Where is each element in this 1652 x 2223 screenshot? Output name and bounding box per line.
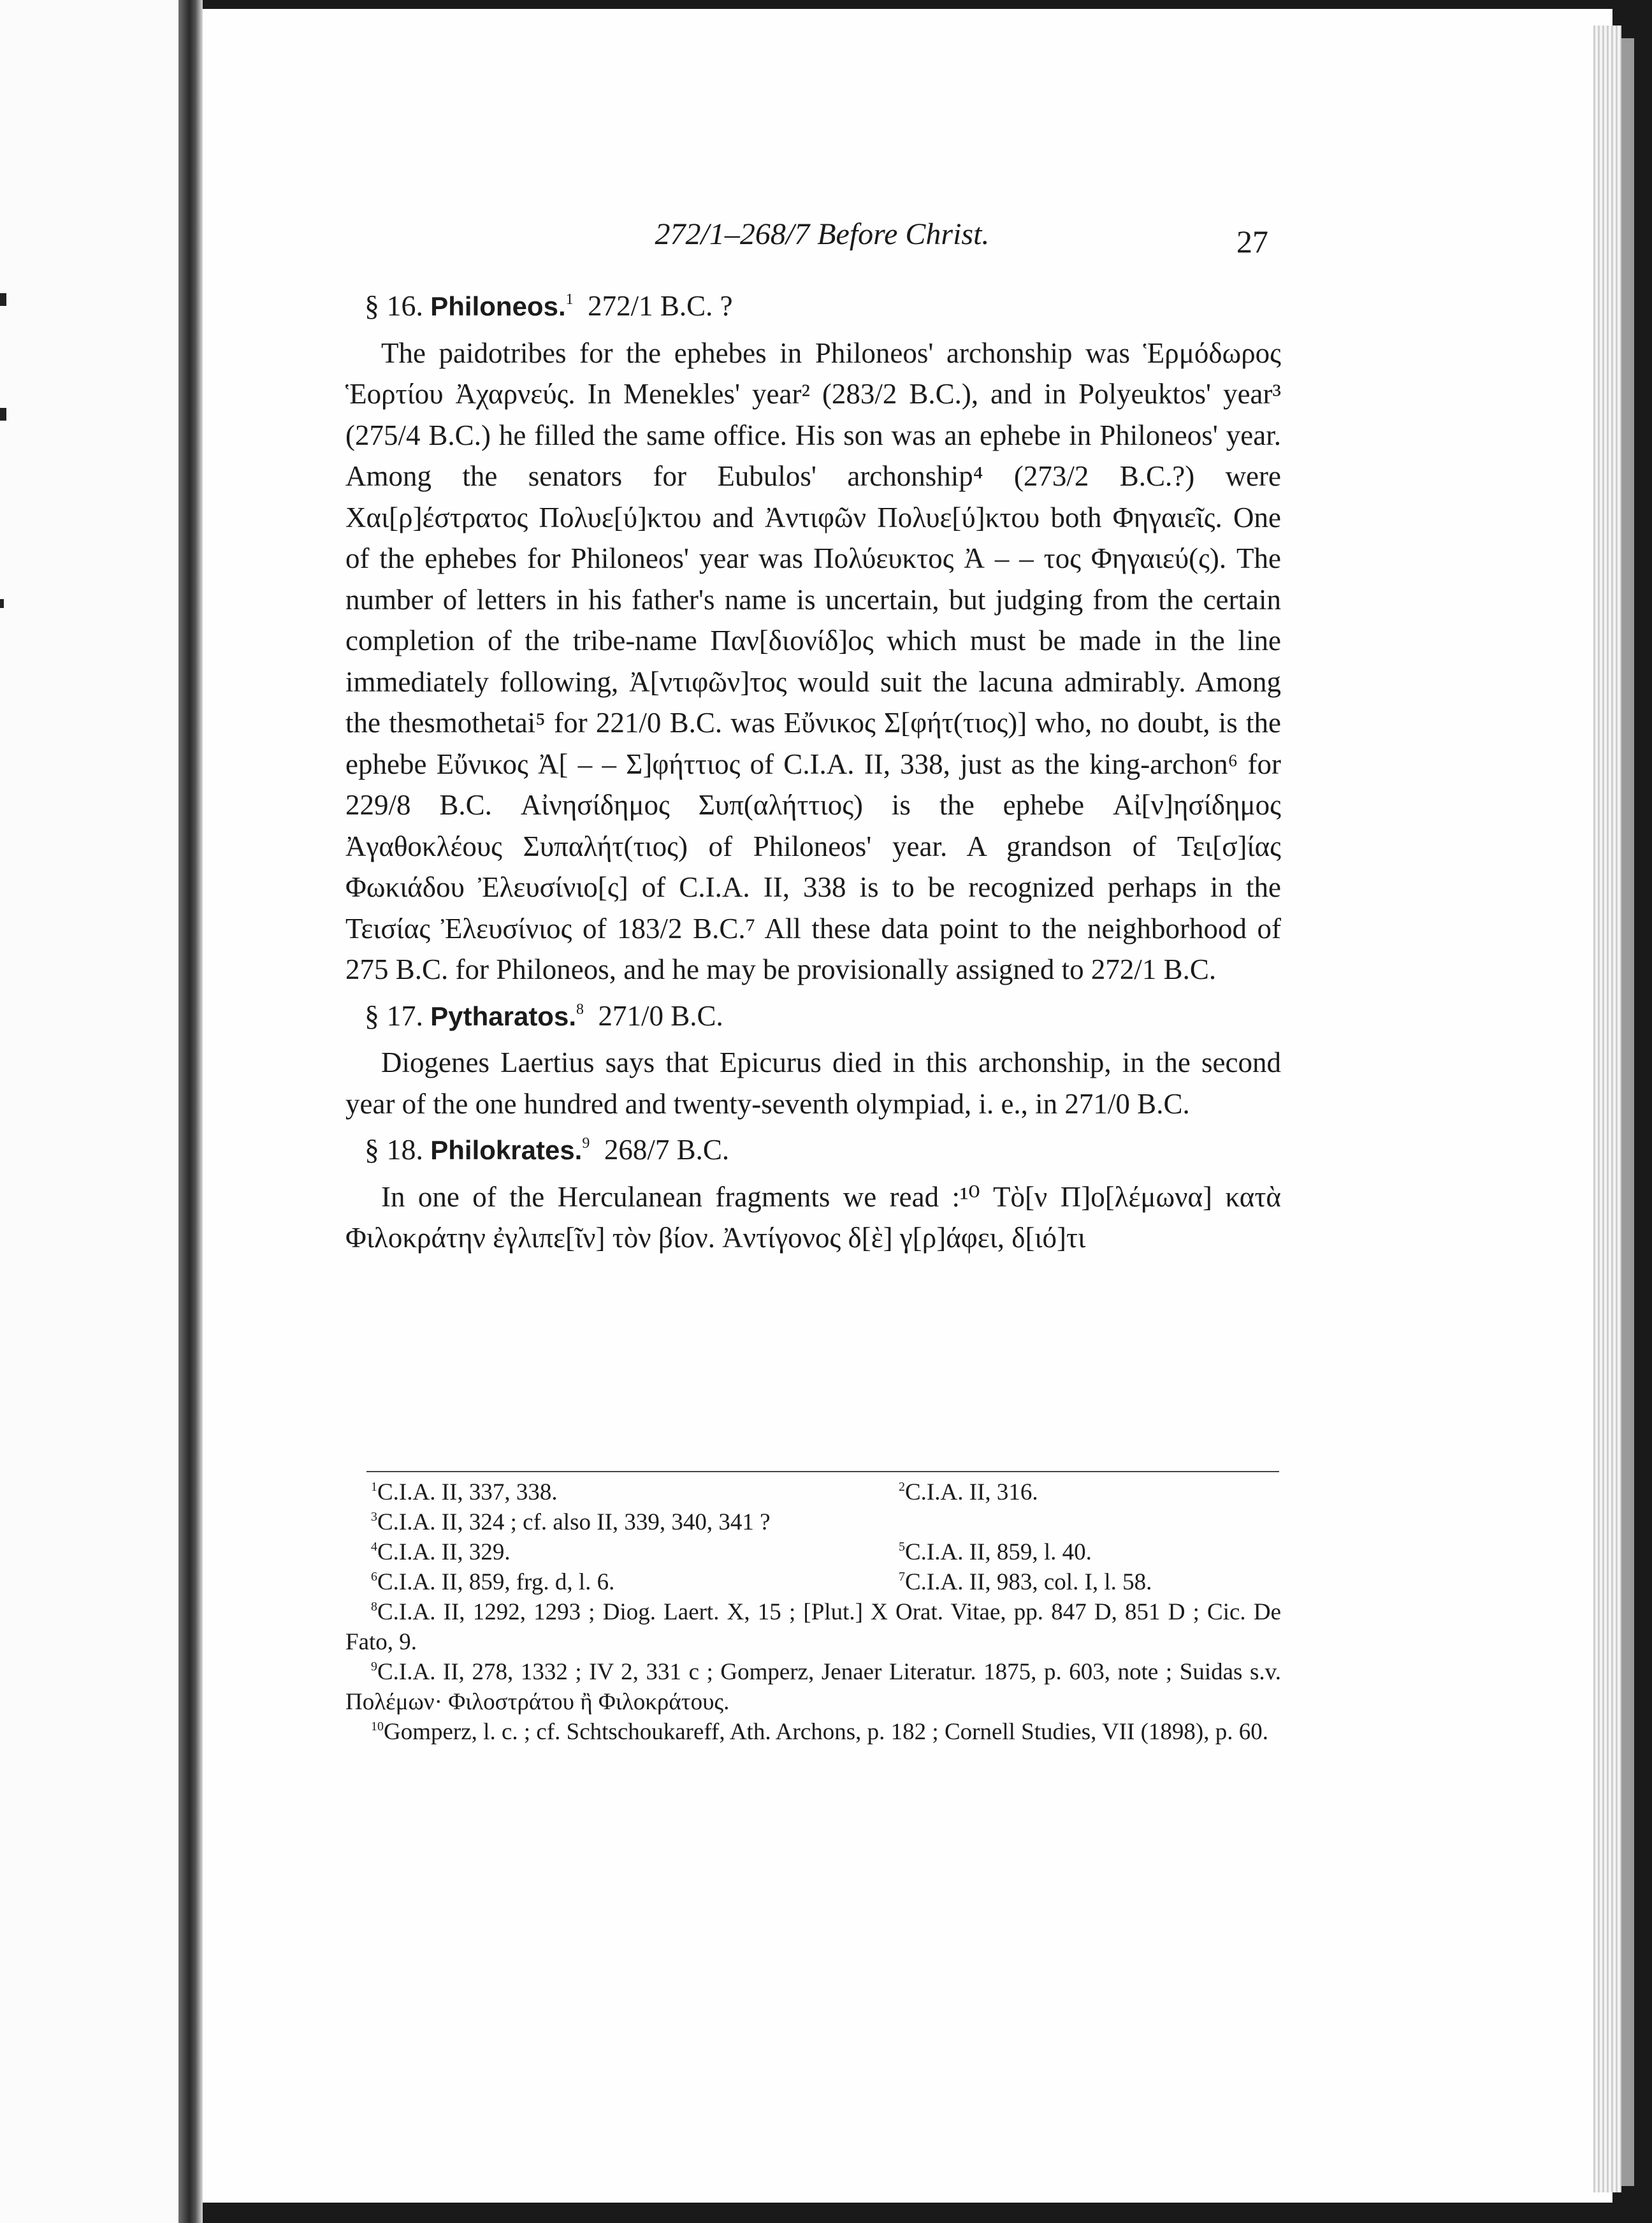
section-date: 268/7 B.C. xyxy=(604,1134,730,1166)
section-heading-18 xyxy=(345,1129,1281,1171)
section-title: Philoneos. xyxy=(430,291,566,321)
footnote-10: $^{10}$Gomperz, l. c. ; cf. Schtschoukareff, Ath. Archons, p. 182 ; Cornell Studies, VII (1898), p. 60. xyxy=(371,1719,1268,1745)
footnote-ref: 1 xyxy=(565,291,574,308)
footnote-3: $^3$C.I.A. II, 324 ; cf. also II, 339, 340, 341 ? xyxy=(371,1509,771,1535)
scan-mark xyxy=(0,408,6,421)
section-date: 271/0 B.C. xyxy=(598,999,723,1032)
paragraph-pytharatos: Diogenes Laertius says that Epicurus died in this archonship, in the second year of the one hundred and twenty-seventh olympiad, i. e., in 271/0 B.C. xyxy=(345,1046,1281,1120)
scan-mark xyxy=(0,293,6,306)
footnote-5: $^5$C.I.A. II, 859, l. 40. xyxy=(899,1539,1092,1565)
footnote-ref: 9 xyxy=(582,1135,590,1152)
main-text xyxy=(345,286,1281,1259)
scan-mark xyxy=(0,599,4,608)
section-number: § 18. xyxy=(365,1133,423,1166)
cover-edge xyxy=(1621,38,1634,2186)
footnote-2: $^2$C.I.A. II, 316. xyxy=(899,1479,1038,1505)
footnote-rule xyxy=(366,1471,1279,1472)
section-heading-16 xyxy=(345,286,1281,328)
footnote-ref: 8 xyxy=(576,1001,584,1018)
footnote-1: $^1$C.I.A. II, 337, 338. xyxy=(371,1479,558,1505)
footnote-8: $^8$C.I.A. II, 1292, 1293 ; Diog. Laert. X, 15 ; [Plut.] X Orat. Vitae, pp. 847 D, 851 D ; Cic. De Fato, 9. xyxy=(345,1599,1281,1655)
footnote-7: $^7$C.I.A. II, 983, col. I, l. 58. xyxy=(899,1569,1152,1595)
section-heading-17 xyxy=(345,996,1281,1038)
section-number: § 17. xyxy=(365,999,423,1032)
section-date: 272/1 B.C. ? xyxy=(588,290,733,322)
section-number: § 16. xyxy=(365,289,423,322)
paragraph-philoneos: The paidotribes for the ephebes in Philoneos' archonship was Ἑρμόδωρος Ἑορτίου Ἀχαρνεύς. In Menekles' year² (283/2 B.C.), and in Polyeuktos' year³ (275/4 B.C.) he filled the same office. His son was an ephebe in Philoneos' year. Among the senators for Eubulos' archonship⁴ (273/2 B.C.?) were Χαι[ρ]έστρατος Πολυε[ύ]κτου and Ἀντιφῶν Πολυε[ύ]κτου both Φηγαιεῖς. One of the ephebes for Philoneos' year was Πολύευκτος Ἀ – – τος Φηγαιεύ(ς). The number of letters in his father's name is uncertain, but judging from the certain completion of the tribe-name Παν[διονίδ]ος which must be made in the line immediately following, Ἀ[ντιφῶν]τος would suit the lacuna admirably. Among the thesmothetai⁵ for 221/0 B.C. was Εὔνικος Σ[φήτ(τιος)] who, no doubt, is the ephebe Εὔνικος Ἀ[ – – Σ]φήττιος of C.I.A. II, 338, just as the king-archon⁶ for 229/8 B.C. Αἰνησίδημος Συπ(αλήττιος) is the ephebe Αἰ[ν]ησίδημος Ἀγαθοκλέους Συπαλήτ(τιος) of Philoneos' year. A grandson of Τει[σ]ίας Φωκιάδου Ἐλευσίνιο[ς] of C.I.A. II, 338 is to be recognized perhaps in the Τεισίας Ἐλευσίνιος of 183/2 B.C.⁷ All these data point to the neighborhood of 275 B.C. for Philoneos, and he may be provisionally assigned to 272/1 B.C. xyxy=(345,337,1281,985)
footnote-4: $^4$C.I.A. II, 329. xyxy=(371,1539,511,1565)
paragraph-philokrates: In one of the Herculanean fragments we read :¹⁰ Τὸ[ν Π]ο[λέμωνα] κατὰ Φιλοκράτην ἐγλιπε[ῖν] τὸν βίον. Ἀντίγονος δ[ὲ] γ[ρ]άφει, δ[ιό]τι xyxy=(345,1180,1281,1254)
footnote-6: $^6$C.I.A. II, 859, frg. d, l. 6. xyxy=(371,1569,615,1595)
page-number: 27 xyxy=(1236,224,1268,259)
facing-page-margin xyxy=(0,0,185,2223)
section-title: Pytharatos. xyxy=(430,1001,576,1031)
book-gutter xyxy=(178,0,203,2223)
footnotes xyxy=(345,1477,1281,1747)
section-title: Philokrates. xyxy=(430,1135,583,1165)
page-edges xyxy=(1593,25,1621,2192)
running-title: 272/1–268/7 Before Christ. xyxy=(655,217,990,251)
footnote-9: $^9$C.I.A. II, 278, 1332 ; IV 2, 331 c ; Gomperz, Jenaer Literatur. 1875, p. 603, note ; Suidas s.v. Πολέμων· Φιλοστράτου ἢ Φιλοκράτους. xyxy=(345,1659,1281,1715)
